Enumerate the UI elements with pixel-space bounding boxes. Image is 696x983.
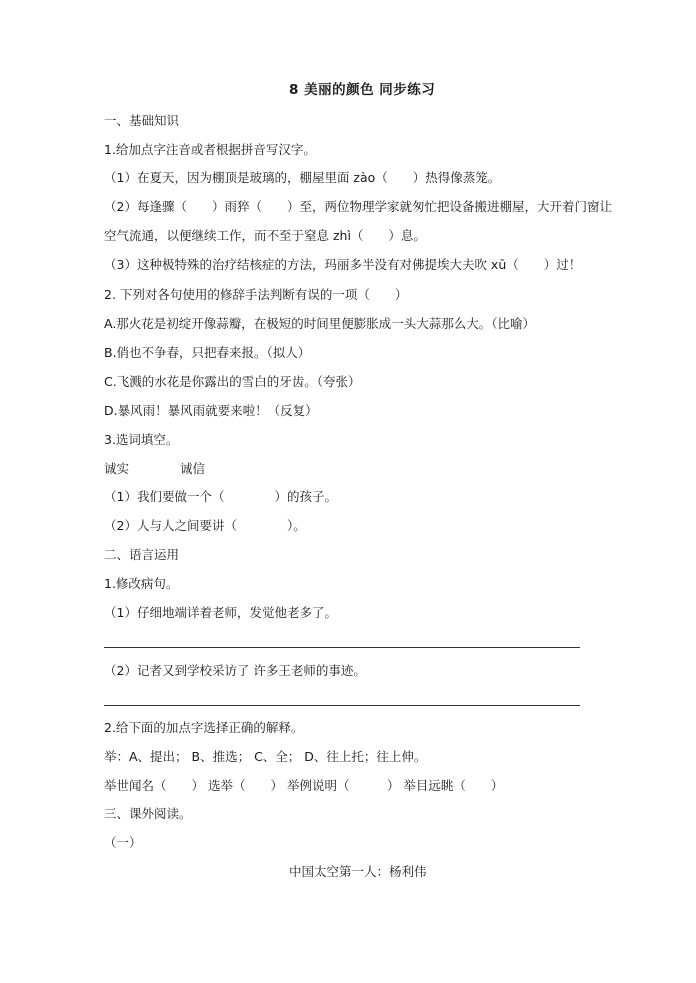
q1-heading: 1.给加点字注音或者根据拼音写汉字。 xyxy=(104,142,316,157)
q3-line-2: （2）人与人之间要讲（ ）。 xyxy=(104,518,306,533)
s2-q1-heading: 1.修改病句。 xyxy=(104,576,179,591)
q2-option-d: D.暴风雨！暴风雨就要来啦！（反复） xyxy=(104,403,318,418)
q1-line-2b: 空气流通，以便继续工作，而不至于窒息 zhì（ ）息。 xyxy=(104,228,426,243)
section3-part-label: （一） xyxy=(104,835,142,850)
section3-heading: 三、课外阅读。 xyxy=(104,806,192,821)
q2-option-a: A.那火花是初绽开像蒜瓣，在极短的时间里便膨胀成一头大蒜那么大。（比喻） xyxy=(104,316,536,331)
q3-line-1: （1）我们要做一个（ ）的孩子。 xyxy=(104,489,337,504)
q1-line-3: （3）这种极特殊的治疗结核症的方法，玛丽多半没有对佛提埃大夫吹 xū（ ）过！ xyxy=(104,257,582,272)
q2-option-b: B.俏也不争春，只把春来报。（拟人） xyxy=(104,345,311,360)
q1-line-2a: （2）每逢骤（ ）雨猝（ ）至，两位物理学家就匆忙把设备搬进棚屋，大开着门窗让 xyxy=(104,199,612,214)
section1-heading: 一、基础知识 xyxy=(104,113,180,128)
section2-heading: 二、语言运用 xyxy=(104,547,180,562)
article-title: 中国太空第一人：杨利伟 xyxy=(289,864,427,879)
s2-q1-line-2: （2）记者又到学校采访了 许多王老师的事迹。 xyxy=(104,663,366,678)
page-title: 8 美丽的颜色 同步练习 xyxy=(289,82,436,98)
answer-line-1 xyxy=(104,647,580,648)
q3-word-1: 诚实 xyxy=(104,461,130,476)
s2-q2-options: 举：A、提出； B、推选； C、全； D、往上托；往上伸。 xyxy=(104,749,427,764)
q3-word-2: 诚信 xyxy=(180,461,206,476)
s2-q1-line-1: （1）仔细地端详着老师，发觉他老多了。 xyxy=(104,605,337,620)
answer-line-2 xyxy=(104,705,580,706)
q3-heading: 3.选词填空。 xyxy=(104,432,179,447)
s2-q2-heading: 2.给下面的加点字选择正确的解释。 xyxy=(104,720,304,735)
q1-line-1: （1）在夏天，因为棚顶是玻璃的，棚屋里面 zào（ ）热得像蒸笼。 xyxy=(104,170,501,185)
q2-option-c: C.飞溅的水花是你露出的雪白的牙齿。（夸张） xyxy=(104,374,361,389)
s2-q2-items: 举世闻名（ ） 选举（ ） 举例说明（ ） 举目远眺（ ） xyxy=(104,778,504,793)
q2-heading: 2. 下列对各句使用的修辞手法判断有误的一项（ ） xyxy=(104,287,408,302)
